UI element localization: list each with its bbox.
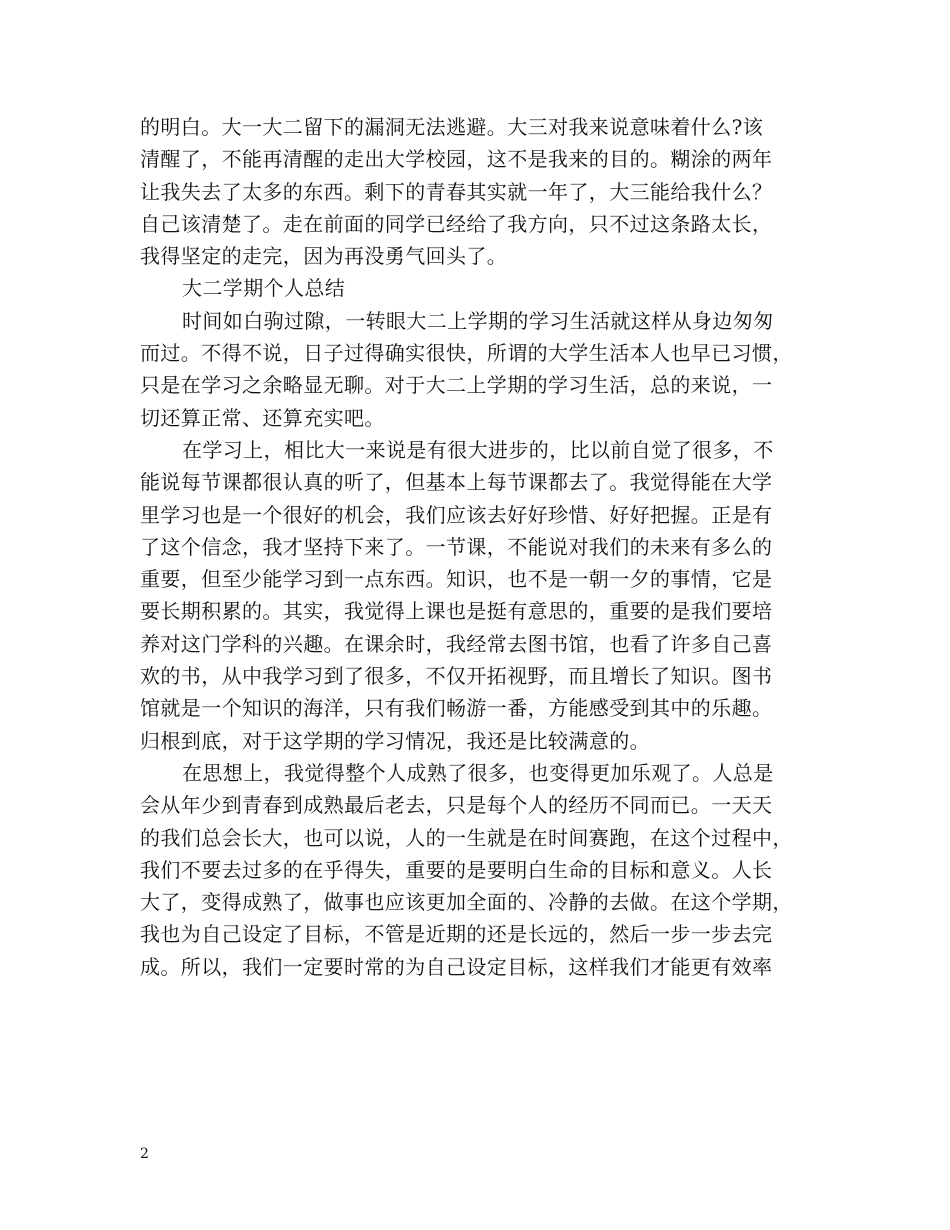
text-line: 时间如白驹过隙，一转眼大二上学期的学习生活就这样从身边匆匆 [182, 308, 774, 333]
text-line: 在学习上，相比大一来说是有很大进步的，比以前自觉了很多，不 [182, 437, 774, 462]
text-line: 要长期积累的。其实，我觉得上课也是挺有意思的，重要的是我们要培 [140, 599, 773, 624]
text-line: 让我失去了太多的东西。剩下的青春其实就一年了，大三能给我什么？ [140, 179, 773, 204]
text-line: 我也为自己设定了目标，不管是近期的还是长远的，然后一步一步去完 [140, 922, 773, 947]
text-line: 能说每节课都很认真的听了，但基本上每节课都去了。我觉得能在大学 [140, 470, 773, 495]
text-line: 馆就是一个知识的海洋，只有我们畅游一番，方能感受到其中的乐趣。 [140, 696, 773, 721]
text-line: 会从年少到青春到成熟最后老去，只是每个人的经历不同而已。一天天 [140, 793, 773, 818]
text-line: 了这个信念，我才坚持下来了。一节课，不能说对我们的未来有多么的 [140, 534, 773, 559]
text-line: 成。所以，我们一定要时常的为自己设定目标，这样我们才能更有效率 [140, 954, 773, 979]
text-line: 我得坚定的走完，因为再没勇气回头了。 [140, 244, 508, 269]
text-line: 大了，变得成熟了，做事也应该更加全面的、冷静的去做。在这个学期， [140, 890, 793, 915]
text-line: 归根到底，对于这学期的学习情况，我还是比较满意的。 [140, 728, 650, 753]
document-body [140, 111, 820, 983]
text-line: 重要，但至少能学习到一点东西。知识，也不是一朝一夕的事情，它是 [140, 567, 773, 592]
text-line: 切还算正常、还算充实吧。 [140, 405, 385, 430]
page-number: 2 [140, 1146, 149, 1162]
text-line: 而过。不得不说，日子过得确实很快，所谓的大学生活本人也早已习惯， [140, 341, 793, 366]
text-line: 自己该清楚了。走在前面的同学已经给了我方向，只不过这条路太长， [140, 211, 773, 236]
text-line: 养对这门学科的兴趣。在课余时，我经常去图书馆，也看了许多自己喜 [140, 631, 773, 656]
text-line: 我们不要去过多的在乎得失，重要的是要明白生命的目标和意义。人长 [140, 857, 773, 882]
text-line: 的明白。大一大二留下的漏洞无法逃避。大三对我来说意味着什么?该 [140, 115, 764, 139]
text-line: 里学习也是一个很好的机会，我们应该去好好珍惜、好好把握。正是有 [140, 502, 773, 527]
text-line: 在思想上，我觉得整个人成熟了很多，也变得更加乐观了。人总是 [182, 760, 774, 785]
text-line: 大二学期个人总结 [182, 276, 346, 301]
text-line: 清醒了，不能再清醒的走出大学校园，这不是我来的目的。糊涂的两年 [140, 147, 773, 172]
text-line: 欢的书，从中我学习到了很多，不仅开拓视野，而且增长了知识。图书 [140, 664, 773, 689]
text-line: 只是在学习之余略显无聊。对于大二上学期的学习生活，总的来说，一 [140, 373, 773, 398]
text-line: 的我们总会长大，也可以说，人的一生就是在时间赛跑，在这个过程中， [140, 825, 793, 850]
